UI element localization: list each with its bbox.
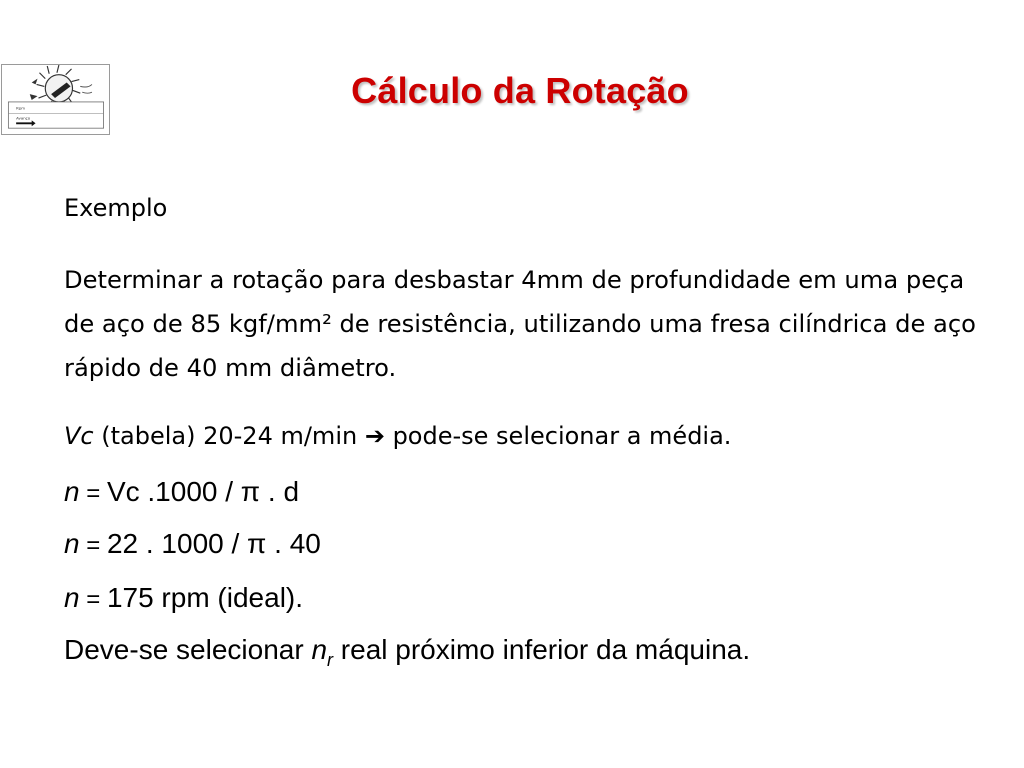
formula-expression: 22 . 1000 / π . 40	[106, 528, 321, 559]
logo-label-feed: Avanço	[16, 115, 31, 121]
milling-cutter-icon	[2, 65, 109, 134]
formula-var: n	[64, 476, 80, 507]
conclusion-var: n	[311, 634, 328, 665]
conclusion-subscript: r	[327, 650, 334, 670]
slide-title: Cálculo da Rotação	[351, 70, 689, 111]
conclusion-line	[64, 630, 750, 673]
formula-equals: =	[79, 532, 107, 559]
formula-expression: 175 rpm (ideal).	[106, 582, 304, 613]
formula-substituted	[64, 524, 321, 566]
formula-general	[64, 472, 299, 514]
conclusion-after: real próximo inferior da máquina.	[333, 634, 751, 665]
example-label: Exemplo	[64, 194, 168, 222]
formula-expression: Vc .1000 / π . d	[106, 476, 300, 507]
vc-symbol: Vc	[64, 422, 94, 450]
cutting-speed-line	[64, 414, 731, 458]
milling-cutter-logo-image	[1, 64, 110, 135]
vc-select-average: pode-se selecionar a média.	[384, 422, 732, 450]
formula-equals: =	[79, 480, 107, 507]
formula-var: n	[64, 582, 80, 613]
logo-label-rpm: Rpm	[16, 105, 26, 111]
right-arrow-icon: ➔	[364, 422, 385, 450]
conclusion-before: Deve-se selecionar	[64, 634, 312, 665]
vc-table-range: (tabela) 20-24 m/min	[93, 422, 365, 450]
problem-statement: Determinar a rotação para desbastar 4mm de profundidade em uma peça de aço de 85 kgf/mm² de resistência, utilizando uma fresa cilíndrica de aço rápido de 40 mm diâmetro.	[64, 266, 976, 382]
formula-equals: =	[79, 586, 107, 613]
formula-result	[64, 578, 303, 620]
formula-var: n	[64, 528, 80, 559]
